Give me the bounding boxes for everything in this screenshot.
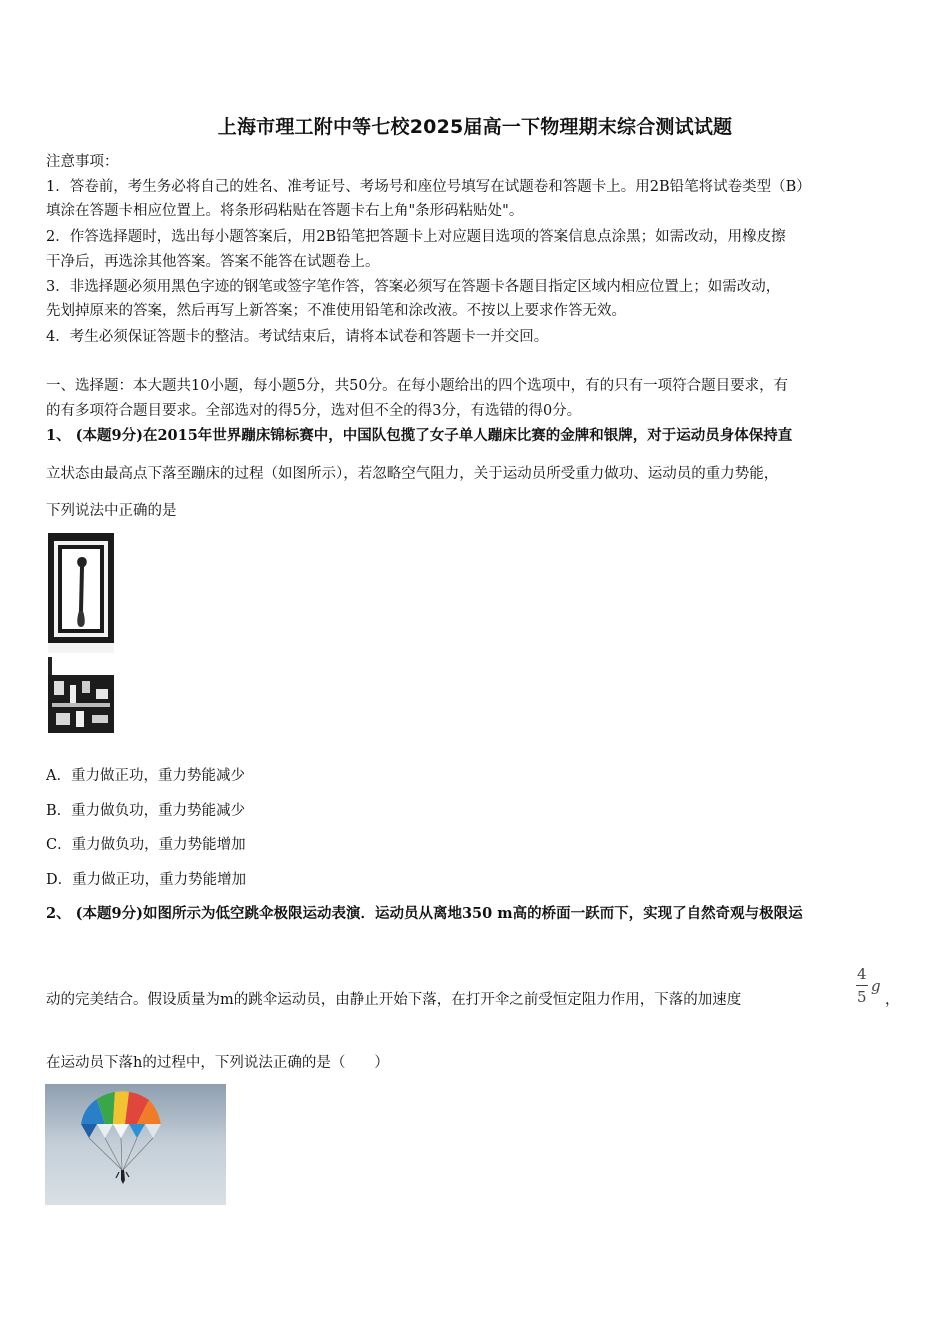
question-1-stem: 立状态由最高点下落至蹦床的过程（如图所示），若忽略空气阻力，关于运动员所受重力做功、运动员的重力势能，: [46, 466, 779, 482]
question-2-stem: 2、 (本题9分)如图所示为低空跳伞极限运动表演．运动员从离地350 m高的桥面一跃而下，实现了自然奇观与极限运: [46, 905, 803, 922]
notice-line: 填涂在答题卡相应位置上。将条形码粘贴在答题卡右上角"条形码粘贴处"。: [46, 203, 524, 219]
notice-line: 3．非选择题必须用黑色字迹的钢笔或签字笔作答，答案必须写在答题卡各题目指定区域内相应位置上；如需改动，: [46, 279, 781, 295]
question-1-option-d: D．重力做正功，重力势能增加: [46, 872, 247, 888]
trampoline-athlete-figure: [46, 531, 116, 734]
question-1-option-c: C．重力做负功，重力势能增加: [46, 837, 246, 853]
fraction-denominator: 5: [857, 988, 867, 1006]
section-intro-line: 一、选择题：本大题共10小题，每小题5分，共50分。在每小题给出的四个选项中，有的只有一项符合题目要求，有: [46, 378, 789, 394]
notice-line: 干净后，再选涂其他答案。答案不能答在试题卷上。: [46, 254, 380, 270]
question-1-option-b: B．重力做负功，重力势能减少: [46, 803, 246, 819]
parachute-figure: [45, 1084, 226, 1205]
question-1-option-a: A．重力做正功，重力势能减少: [46, 768, 245, 784]
page-title: 上海市理工附中等七校2025届高一下物理期末综合测试试题: [217, 116, 733, 138]
notice-line: 4．考生必须保证答题卡的整洁。考试结束后，请将本试卷和答题卡一并交回。: [46, 329, 549, 345]
fraction-variable: g: [871, 977, 881, 995]
question-2-stem: 在运动员下落h的过程中，下列说法正确的是（ ）: [46, 1055, 389, 1071]
question-1-stem: 下列说法中正确的是: [46, 503, 177, 519]
comma: ，: [885, 992, 900, 1008]
section-intro-line: 的有多项符合题目要求。全部选对的得5分，选对但不全的得3分，有选错的得0分。: [46, 403, 582, 419]
question-2-stem: 动的完美结合。假设质量为m的跳伞运动员，由静止开始下落，在打开伞之前受恒定阻力作用，下落的加速度: [46, 992, 742, 1008]
question-1-stem: 1、 (本题9分)在2015年世界蹦床锦标赛中，中国队包揽了女子单人蹦床比赛的金牌和银牌，对于运动员身体保持直: [46, 427, 793, 444]
notice-line: 2．作答选择题时，选出每小题答案后，用2B铅笔把答题卡上对应题目选项的答案信息点涂黑；如需改动，用橡皮擦: [46, 229, 786, 245]
notice-line: 1．答卷前，考生务必将自己的姓名、准考证号、考场号和座位号填写在试题卷和答题卡上。用2B铅笔将试卷类型（B）: [46, 179, 811, 195]
fraction-bar: [856, 985, 868, 986]
notice-heading: 注意事项：: [46, 154, 119, 170]
notice-line: 先划掉原来的答案，然后再写上新答案；不准使用铅笔和涂改液。不按以上要求作答无效。: [46, 303, 626, 319]
fraction-numerator: 4: [857, 965, 867, 983]
